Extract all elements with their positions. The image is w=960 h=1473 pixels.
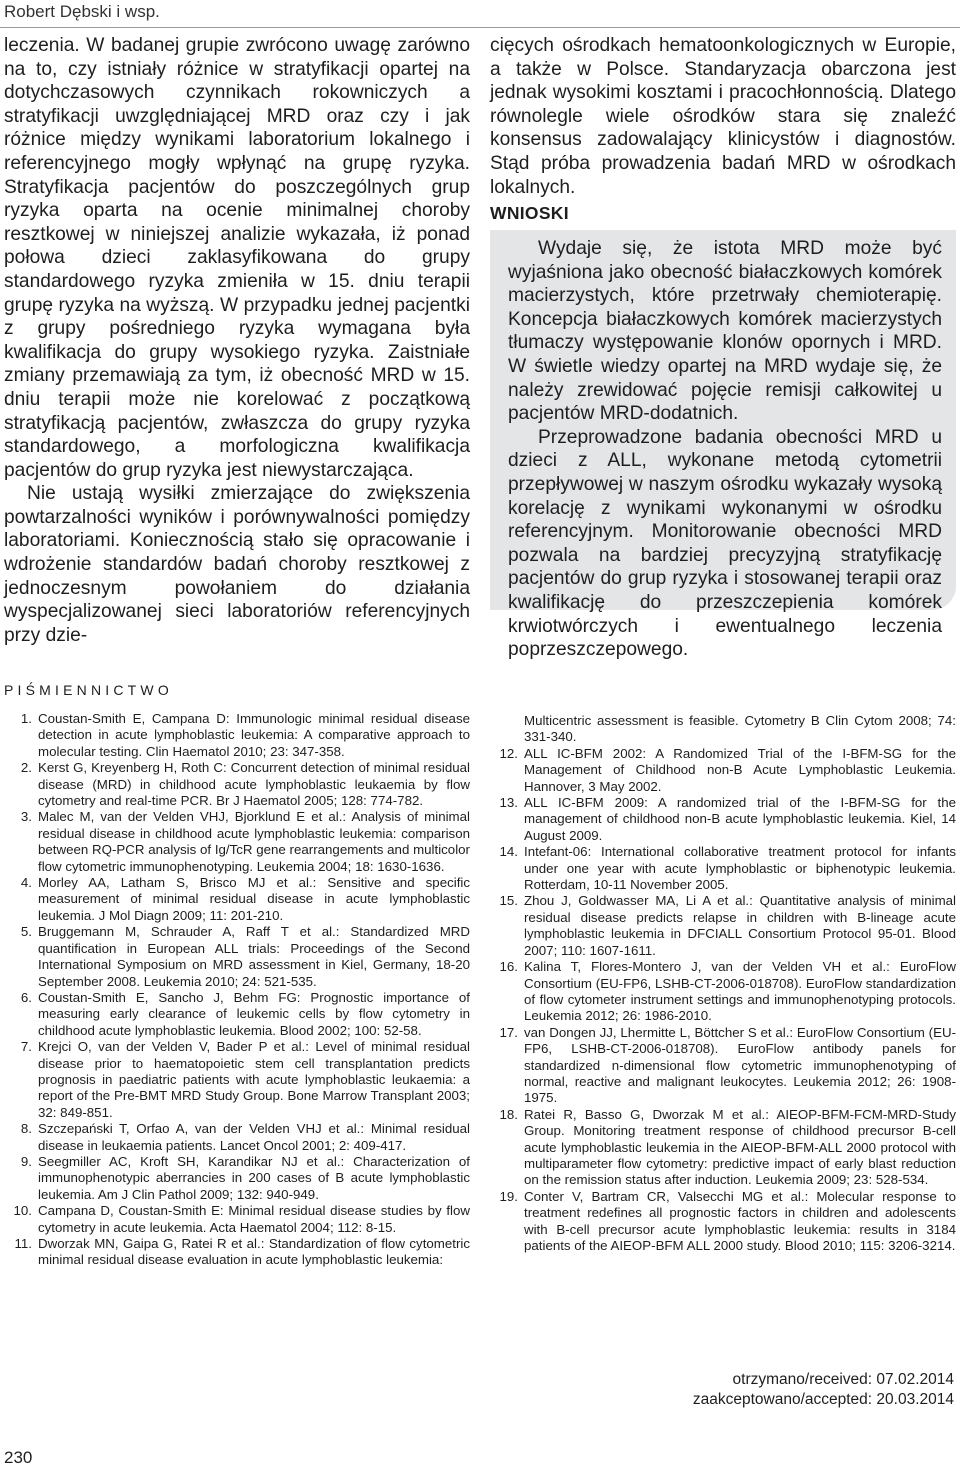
reference-text: Zhou J, Goldwasser MA, Li A et al.: Quantitative analysis of minimal residual disease predicts relapse in children with B-lineage acute lymphoblastic leukemia in DFCIALL Consortium Protocol 95-01. Blood 2007; 110: 1607-1611. <box>524 893 956 958</box>
header-rule <box>0 27 960 28</box>
reference-text: Kerst G, Kreyenberg H, Roth C: Concurrent detection of minimal residual disease (MRD) in childhood acute lymphoblastic leukaemia by flow cytometry and real-time PCR. Br J Haematol 2005; 128: 774-782. <box>38 760 470 809</box>
reference-item <box>20 924 470 990</box>
references-list-left <box>13 711 470 1269</box>
reference-text: Dworzak MN, Gaipa G, Ratei R et al.: Standardization of flow cytometric minimal residual disease evaluation in acute lymphoblastic leukemia: <box>38 1236 470 1268</box>
reference-text: Szczepański T, Orfao A, van der Velden VHJ et al.: Minimal residual disease in leukaemia patients. Lancet Oncol 2001; 2: 409-417. <box>38 1121 470 1153</box>
reference-item <box>499 893 956 959</box>
reference-text: ALL IC-BFM 2002: A Randomized Trial of the I-BFM-SG for the Management of Childhood non-B Acute Lymphoblastic Leukemia. Hannover, 3 May 2002. <box>524 745 956 794</box>
accepted-date: zaakceptowano/accepted: 20.03.2014 <box>692 1391 954 1408</box>
reference-number: 9. <box>20 1153 32 1169</box>
reference-number: 18. <box>499 1106 518 1122</box>
reference-text: ALL IC-BFM 2009: A randomized trial of the I-BFM-SG for the management of childhood non-B acute lymphoblastic leukemia. Kiel, 14 August 2009. <box>524 795 956 843</box>
reference-item <box>499 959 956 1025</box>
reference-text: Coustan-Smith E, Sancho J, Behm FG: Prognostic importance of measuring early clearance of leukemic cells by flow cytometry in childhood acute lymphoblastic leukemia. Blood 2002; 100: 52-58. <box>38 989 470 1038</box>
reference-item <box>499 1106 956 1189</box>
reference-text: Morley AA, Latham S, Brisco MJ et al.: Sensitive and specific measurement of minimal residual disease in acute lymphoblastic leukemia. J Mol Diagn 2009; 11: 201-210. <box>38 875 470 923</box>
reference-text: Ratei R, Basso G, Dworzak M et al.: AIEOP-BFM-FCM-MRD-Study Group. Monitoring treatment response of childhood precursor B-cell acute lymphoblastic leukemia in the AIEOP-BFM-ALL 2000 protocol with multiparameter flow cytometry: predictive impact of early blast reduction on the remission status after induction. Leukemia 2009; 23: 528-534. <box>524 1106 956 1188</box>
reference-item <box>20 989 470 1039</box>
reference-number: 2. <box>20 760 32 776</box>
reference-text: Bruggemann M, Schrauder A, Raff T et al.: Standardized MRD quantification in European ALL trials: Proceedings of the Second International Symposium on MRD assessment in Kiel, Germany, 18-20 September 2008. Leukemia 2010; 24: 521-535. <box>38 924 470 989</box>
submission-dates <box>693 1370 954 1410</box>
reference-number: 8. <box>20 1121 32 1137</box>
reference-text: Kalina T, Flores-Montero J, van der Velden VH et al.: EuroFlow Consortium (EU-FP6, LSHB-CT-2006-018708). EuroFlow standardization of flow cytometer instrument settings and immunophenotyping protocols. Leukemia 2012; 26: 1986-2010. <box>524 959 956 1024</box>
reference-item-continuation <box>524 713 956 746</box>
body-paragraph: Nie ustają wysiłki zmierzające do zwiększenia powtarzalności wyników i porównywalności pomiędzy laboratoriami. Koniecznością stało się opracowanie i wdrożenie standardów badań choroby resztkowej z jednoczesnym powołaniem do działania wyspecjalizowanej sieci laboratoriów referencyjnych przy dzie- <box>4 483 470 646</box>
references-heading: PIŚMIENNICTWO <box>4 682 173 698</box>
reference-item <box>20 1153 470 1203</box>
reference-number: 1. <box>20 711 32 726</box>
reference-number: 17. <box>499 1024 518 1040</box>
reference-number: 11. <box>14 1236 32 1251</box>
reference-number: 4. <box>20 875 32 891</box>
reference-number: 12. <box>499 745 518 761</box>
reference-item <box>13 1203 470 1236</box>
reference-number: 14. <box>499 844 518 860</box>
reference-text: Malec M, van der Velden VHJ, Bjorklund E et al.: Analysis of minimal residual disease in childhood acute lymphoblastic leukemia: comparison between RQ-PCR analysis of Ig/TcR gene rearrangements and multicolor flow cytometric immunophenotyping. Leukemia 2004; 18: 1630-1636. <box>38 809 470 874</box>
reference-text: Seegmiller AC, Kroft SH, Karandikar NJ et al.: Characterization of immunophenotypic aberrancies in 200 cases of B acute lymphoblastic leukemia. Am J Clin Pathol 2009; 132: 940-949. <box>38 1153 470 1202</box>
reference-item <box>499 745 956 795</box>
section-heading-wnioski: WNIOSKI <box>490 203 569 223</box>
page-number: 230 <box>4 1448 33 1467</box>
reference-number: 10. <box>13 1203 32 1219</box>
reference-item <box>499 1188 956 1255</box>
body-paragraph: leczenia. W badanej grupie zwrócono uwagę zarówno na to, czy istniały różnice w stratyfikacji opartej na dotychczasowych czynnikach rokowniczych a stratyfikacji uwzględniającej MRD oraz czy i jak różnice między wynikami laboratorium lokalnego i referencyjnego mogły wpłynąć na grupę ryzyka. Stratyfikacja pacjentów do poszczególnych grup ryzyka oparta na ocenie minimalnej choroby resztkowej w niniejszej analizie wykazała, iż ponad połowa dzieci zaklasyfikowana do grupy standardowego ryzyka zmieniła w 15. dniu terapii grupę ryzyka na wyższą. W przypadku jednej pacjentki z grupy pośredniego ryzyka wymagana była kwalifikacja do grupy wysokiego ryzyka. Zaistniałe zmiany przemawiają za tym, iż obecność MRD w 15. dniu terapii może nie korelować z początkową stratyfikacją pacjentów, zwłaszcza do grupy ryzyka standardowego, a morfologiczna kwalifikacja pacjentów do grup ryzyka jest niewystarczająca. <box>4 35 470 481</box>
reference-number: 3. <box>20 809 32 825</box>
conclusions-paragraph: Przeprowadzone badania obecności MRD u dzieci z ALL, wykonane metodą cytometrii przepływowej w naszym ośrodku wykazały wysoką korelację z wynikami wykonanymi w ośrodku referencyjnym. Monitorowanie obecności MRD pozwala na bardziej precyzyjną stratyfikację pacjentów do grup ryzyka i stosowanej terapii oraz kwalifikację do przeszczepienia komórek krwiotwórczych i ewentualnego leczenia poprzeszczepowego. <box>508 426 942 661</box>
conclusions-paragraph: Wydaje się, że istota MRD może być wyjaśniona jako obecność białaczkowych komórek macierzystych, które przetrwały chemioterapię. Koncepcja białaczkowych komórek macierzystych tłumaczy występowanie klonów opornych i MRD. W świetle wiedzy opartej na MRD wydaje się, że należy zrewidować pojęcie remisji całkowitej u pacjentów MRD-dodatnich. <box>508 238 942 425</box>
received-date: otrzymano/received: 07.02.2014 <box>732 1371 954 1388</box>
reference-item <box>20 875 470 924</box>
reference-number: 6. <box>20 989 32 1005</box>
reference-text: Coustan-Smith E, Campana D: Immunologic minimal residual disease detection in acute lymphoblastic leukemia: A comparative approach to molecular testing. Clin Haematol 2010; 23: 347-358. <box>38 711 470 759</box>
reference-text: Campana D, Coustan-Smith E: Minimal residual disease studies by flow cytometry in acute leukemia. Acta Haematol 2004; 112: 8-15. <box>38 1203 470 1235</box>
reference-text: Multicentric assessment is feasible. Cytometry B Clin Cytom 2008; 74: 331-340. <box>524 713 956 745</box>
reference-text: Krejci O, van der Velden V, Bader P et al.: Level of minimal residual disease prior to haematopoietic stem cell transplantation predicts prognosis in paediatric patients with acute lymphoblastic leukaemia: a report of the Pre-BMT MRD Study Group. Bone Marrow Transplant 2003; 32: 849-851. <box>38 1039 470 1120</box>
reference-number: 15. <box>499 893 518 909</box>
right-column <box>490 34 956 199</box>
reference-item <box>20 711 470 760</box>
running-head: Robert Dębski i wsp. <box>4 2 160 21</box>
conclusions-text <box>508 237 942 662</box>
left-column <box>4 34 470 647</box>
reference-item <box>499 795 956 844</box>
reference-item <box>20 1121 470 1154</box>
reference-item <box>20 809 470 875</box>
reference-item <box>20 1039 470 1121</box>
references-list-right <box>499 713 956 1254</box>
reference-text: van Dongen JJ, Lhermitte L, Böttcher S et al.: EuroFlow Consortium (EU-FP6, LSHB-CT-2006-018708). EuroFlow antibody panels for standardized n-dimensional flow cytometric immunophenotyping of normal, reactive and malignant leukocytes. Leukemia 2012; 26: 1908-1975. <box>524 1024 956 1106</box>
reference-number: 19. <box>499 1188 518 1204</box>
reference-text: Conter V, Bartram CR, Valsecchi MG et al.: Molecular response to treatment redefines all prognostic factors in children and adolescents with B-cell precursor acute lymphoblastic leukemia: results in 3184 patients of the AIEOP-BFM ALL 2000 study. Blood 2010; 115: 3206-3214. <box>524 1188 956 1253</box>
body-paragraph: cięcych ośrodkach hematoonkologicznych w Europie, a także w Polsce. Standaryzacja obarczona jest jednak wysokimi kosztami i pracochłonnością. Dlatego równolegle wiele ośrodków stara się znaleźć konsensus zadowalający klinicystów i diagnostów. Stąd próba prowadzenia badań MRD w ośrodkach lokalnych. <box>490 35 956 198</box>
reference-number: 16. <box>499 959 518 975</box>
reference-number: 13. <box>499 795 518 811</box>
reference-number: 7. <box>20 1039 32 1055</box>
reference-item <box>20 760 470 809</box>
reference-number: 5. <box>20 924 32 940</box>
reference-item <box>14 1236 470 1269</box>
reference-text: Intefant-06: International collaborative treatment protocol for infants under one year with acute lymphoblastic or biphenotypic leukemia. Rotterdam, 10-11 November 2005. <box>524 844 956 893</box>
reference-item <box>499 1024 956 1107</box>
reference-item <box>499 844 956 893</box>
